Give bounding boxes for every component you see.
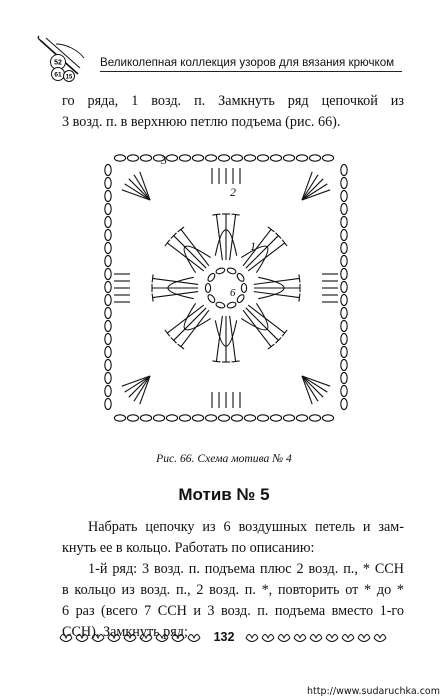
row-label: 3	[161, 153, 167, 167]
chain-loop	[105, 255, 111, 266]
corner-fan-stitch	[129, 376, 150, 397]
emblem-digit: 61	[54, 71, 62, 79]
double-crochet-stitch	[230, 316, 236, 362]
stitch-top-bar	[165, 330, 170, 336]
stitch-top-bar	[165, 240, 170, 246]
chain-loop	[166, 155, 177, 161]
header-rule	[100, 71, 402, 72]
figure-caption: Рис. 66. Схема мотива № 4	[156, 452, 292, 465]
stitch-top-bar	[282, 330, 287, 336]
double-crochet-stitch	[153, 278, 199, 284]
text-line: в кольцо из возд. п., 2 возд. п. *, повторить от * до *	[62, 582, 404, 598]
chain-loop	[341, 164, 347, 175]
watermark: http://www.sudaruchka.com	[306, 686, 440, 697]
chain-loop	[153, 415, 164, 421]
chain-loop	[341, 320, 347, 331]
stitch-top-bar	[212, 214, 220, 215]
chain-loop	[105, 385, 111, 396]
emblem-digit: 15	[65, 74, 73, 81]
stitch-top-bar	[152, 294, 153, 302]
ornament-motif	[76, 635, 88, 642]
chain-loop	[192, 155, 203, 161]
chain-loop	[105, 229, 111, 240]
chain-loop	[309, 415, 320, 421]
crochet-hook-emblem-icon	[36, 34, 106, 84]
chain-loop	[341, 203, 347, 214]
ornament-motif	[188, 635, 200, 642]
chain-loop	[341, 268, 347, 279]
text-line: го ряда, 1 возд. п. Замкнуть ряд цепочкой из	[62, 93, 404, 109]
ornament-motif	[172, 635, 184, 642]
ornament-motif	[262, 635, 274, 642]
page-header	[36, 34, 406, 84]
ornament-motif	[310, 635, 322, 642]
chain-loop	[244, 415, 255, 421]
stitch-top-bar	[178, 344, 184, 349]
text-line: 1-й ряд: 3 возд. п. подъема плюс 2 возд. п., * ССН	[88, 561, 404, 577]
chain-loop	[283, 155, 294, 161]
ornament-motif	[60, 635, 72, 642]
ornament-motif	[124, 635, 136, 642]
chain-loop	[257, 155, 268, 161]
crochet-chart-diagram	[84, 136, 368, 440]
chain-loop	[341, 190, 347, 201]
chain-loop	[114, 155, 125, 161]
chain-loop	[105, 177, 111, 188]
stitch-top-bar	[178, 227, 184, 232]
chain-loop	[127, 415, 138, 421]
chain-loop	[105, 203, 111, 214]
chain-loop	[283, 415, 294, 421]
chain-loop	[341, 242, 347, 253]
chain-loop	[341, 346, 347, 357]
ornament-motif	[108, 635, 120, 642]
text-line: ССН). Замкнуть ряд;	[62, 624, 188, 640]
stitch-top-bar	[212, 361, 220, 362]
double-crochet-stitch	[254, 278, 300, 284]
text-line: 6 раз (всего 7 ССН и 3 возд. п. подъема вместо 1-го	[62, 603, 404, 619]
paragraph-main	[62, 517, 404, 643]
ornament-motif	[342, 635, 354, 642]
row-label: 2	[230, 185, 236, 199]
stitch-top-bar	[299, 274, 300, 282]
row-label: 6	[230, 287, 236, 299]
ornament-motif	[92, 635, 104, 642]
footer-ornament-right-icon	[244, 630, 390, 646]
stitch-top-bar	[299, 294, 300, 302]
chain-loop	[341, 333, 347, 344]
chain-loop	[341, 294, 347, 305]
chain-loop	[270, 415, 281, 421]
chain-loop	[218, 415, 229, 421]
double-crochet-stitch	[216, 316, 222, 362]
stitch-top-bar	[282, 240, 287, 246]
chain-loop	[205, 284, 210, 293]
chain-loop	[341, 255, 347, 266]
double-crochet-stitch	[230, 215, 236, 261]
chain-loop	[341, 385, 347, 396]
chain-loop	[244, 155, 255, 161]
chain-loop	[114, 415, 125, 421]
ornament-motif	[294, 635, 306, 642]
chain-loop	[231, 415, 242, 421]
chain-loop	[105, 307, 111, 318]
chain-loop	[105, 346, 111, 357]
ornament-motif	[278, 635, 290, 642]
text-line: Набрать цепочку из 6 воздушных петель и зам-	[88, 519, 404, 535]
row-label: 1	[250, 239, 256, 253]
chain-loop	[105, 268, 111, 279]
chain-loop	[205, 155, 216, 161]
page-number: 132	[213, 630, 235, 644]
chain-loop	[341, 216, 347, 227]
chain-loop	[207, 272, 216, 282]
ornament-motif	[374, 635, 386, 642]
double-crochet-stitch	[254, 292, 300, 298]
chain-loop	[140, 155, 151, 161]
chain-loop	[218, 155, 229, 161]
chain-loop	[166, 415, 177, 421]
double-crochet-stitch	[216, 215, 222, 261]
stitch-top-bar	[232, 361, 240, 362]
chain-loop	[127, 155, 138, 161]
chain-loop	[341, 229, 347, 240]
chain-loop	[341, 177, 347, 188]
corner-fan-stitch	[302, 376, 323, 397]
chain-loop	[257, 415, 268, 421]
stitch-top-bar	[268, 344, 274, 349]
chain-loop	[236, 293, 245, 303]
chain-loop	[105, 333, 111, 344]
chain-loop	[105, 164, 111, 175]
chain-loop	[105, 242, 111, 253]
section-heading: Мотив № 5	[178, 485, 270, 504]
chain-loop	[236, 272, 245, 282]
chain-loop	[105, 372, 111, 383]
chain-loop	[215, 267, 225, 275]
chain-loop	[296, 155, 307, 161]
chain-loop	[341, 359, 347, 370]
chain-loop	[296, 415, 307, 421]
chain-loop	[105, 281, 111, 292]
text-line: 3 возд. п. в верхнюю петлю подъема (рис. 66).	[62, 114, 341, 130]
stitch-top-bar	[268, 227, 274, 232]
chain-loop	[105, 216, 111, 227]
chain-loop	[231, 155, 242, 161]
stitch-top-bar	[152, 274, 153, 282]
chain-loop	[105, 294, 111, 305]
stitch-top-bar	[232, 214, 240, 215]
corner-fan-stitch	[129, 179, 150, 200]
double-crochet-stitch	[153, 292, 199, 298]
ornament-motif	[156, 635, 168, 642]
chain-loop	[179, 415, 190, 421]
chain-loop	[341, 281, 347, 292]
chain-loop	[215, 301, 225, 309]
chain-loop	[227, 267, 237, 275]
chain-loop	[140, 415, 151, 421]
chain-loop	[105, 320, 111, 331]
chain-loop	[270, 155, 281, 161]
footer-ornament-left-icon	[58, 630, 204, 646]
chain-loop	[105, 398, 111, 409]
chain-loop	[341, 398, 347, 409]
chain-loop	[205, 415, 216, 421]
chain-loop	[309, 155, 320, 161]
text-line: кнуть ее в кольцо. Работать по описанию:	[62, 540, 315, 556]
chain-loop	[341, 307, 347, 318]
chain-loop	[105, 190, 111, 201]
ornament-motif	[246, 635, 258, 642]
emblem-digit: 52	[54, 59, 62, 67]
chain-loop	[227, 301, 237, 309]
paragraph-top	[62, 91, 404, 133]
chain-loop	[207, 293, 216, 303]
book-title: Великолепная коллекция узоров для вязания крючком	[100, 56, 395, 69]
chain-loop	[105, 359, 111, 370]
chain-loop	[241, 284, 246, 293]
ornament-motif	[140, 635, 152, 642]
ornament-motif	[326, 635, 338, 642]
chain-loop	[192, 415, 203, 421]
chain-loop	[322, 415, 333, 421]
chain-loop	[322, 155, 333, 161]
corner-fan-stitch	[302, 179, 323, 200]
ornament-motif	[358, 635, 370, 642]
chain-loop	[179, 155, 190, 161]
chain-loop	[341, 372, 347, 383]
